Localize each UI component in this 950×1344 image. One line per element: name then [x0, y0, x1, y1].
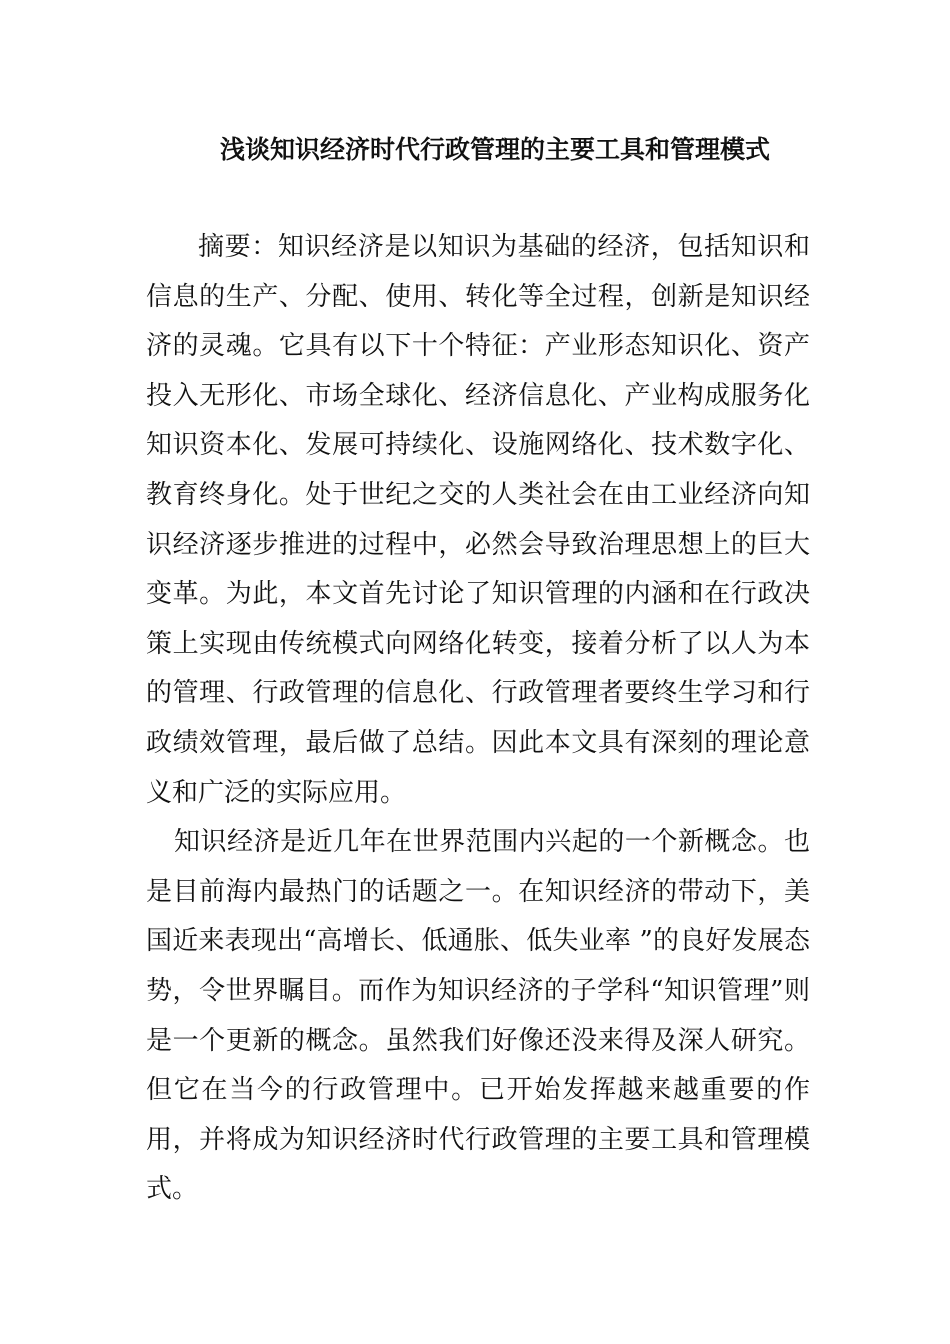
abstract-paragraph: 摘要：知识经济是以知识为基础的经济，包括知识和信息的生产、分配、使用、转化等全过程，创新是知识经济的灵魂。它具有以下十个特征：产业形态知识化、资产投入无形化、市场全球化、经济信息化、产业构成服务化知识资本化、发展可持续化、设施网络化、技术数字化、教育终身化。处于世纪之交的人类社会在由工业经济向知识经济逐步推进的过程中，必然会导致治理思想上的巨大变革。为此，本文首先讨论了知识管理的内涵和在行政决策上实现由传统模式向网络化转变，接着分析了以人为本的管理、行政管理的信息化、行政管理者要终生学习和行政绩效管理，最后做了总结。因此本文具有深刻的理论意义和广泛的实际应用。: [146, 232, 810, 808]
document-title: 浅谈知识经济时代行政管理的主要工具和管理模式: [220, 135, 771, 164]
document-body: [146, 223, 810, 1215]
intro-paragraph: 知识经济是近几年在世界范围内兴起的一个新概念。也是目前海内最热门的话题之一。在知识经济的带动下，美国近来表现出“高增长、低通胀、低失业率 ”的良好发展态势，令世界瞩目。而作为知识经济的子学科“知识管理”则是一个更新的概念。虽然我们好像还没来得及深人研究。但它在当今的行政管理中。已开始发挥越来越重要的作用，并将成为知识经济时代行政管理的主要工具和管理模式。: [146, 827, 810, 1205]
